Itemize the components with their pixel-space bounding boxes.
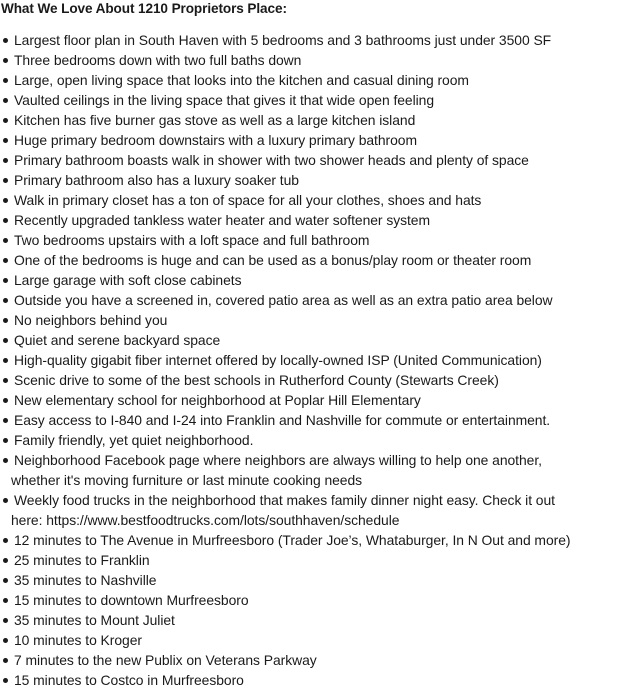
bullet-icon (3, 138, 8, 143)
feature-list (0, 30, 619, 690)
list-item: 15 minutes to Costco in Murfreesboro (0, 670, 619, 690)
list-item: Outside you have a screened in, covered patio area as well as an extra patio area below (0, 290, 619, 310)
list-item: 15 minutes to downtown Murfreesboro (0, 590, 619, 610)
list-item: 25 minutes to Franklin (0, 550, 619, 570)
list-item: Easy access to I-840 and I-24 into Franklin and Nashville for commute or entertainment. (0, 410, 619, 430)
bullet-icon (3, 598, 8, 603)
bullet-icon (3, 398, 8, 403)
document-title: What We Love About 1210 Proprietors Place: (1, 1, 287, 16)
list-item: 35 minutes to Mount Juliet (0, 610, 619, 630)
bullet-icon (3, 258, 8, 263)
list-item: One of the bedrooms is huge and can be used as a bonus/play room or theater room (0, 250, 619, 270)
list-item: 7 minutes to the new Publix on Veterans Parkway (0, 650, 619, 670)
bullet-icon (3, 158, 8, 163)
bullet-icon (3, 458, 8, 463)
list-item: Quiet and serene backyard space (0, 330, 619, 350)
bullet-icon (3, 498, 8, 503)
bullet-icon (3, 278, 8, 283)
list-item: Neighborhood Facebook page where neighbors are always willing to help one another, whether it's moving furniture or last minute cooking needs (0, 450, 619, 490)
list-item: Largest floor plan in South Haven with 5 bedrooms and 3 bathrooms just under 3500 SF (0, 30, 619, 50)
bullet-icon (3, 658, 8, 663)
list-item: High-quality gigabit fiber internet offered by locally-owned ISP (United Communication) (0, 350, 619, 370)
bullet-icon (3, 358, 8, 363)
list-item: Primary bathroom boasts walk in shower with two shower heads and plenty of space (0, 150, 619, 170)
list-item: Kitchen has five burner gas stove as well as a large kitchen island (0, 110, 619, 130)
list-item: Primary bathroom also has a luxury soaker tub (0, 170, 619, 190)
list-item: Large garage with soft close cabinets (0, 270, 619, 290)
bullet-icon (3, 238, 8, 243)
list-item: 12 minutes to The Avenue in Murfreesboro (Trader Joe’s, Whataburger, In N Out and more) (0, 530, 619, 550)
bullet-icon (3, 198, 8, 203)
bullet-icon (3, 538, 8, 543)
bullet-icon (3, 178, 8, 183)
bullet-icon (3, 38, 8, 43)
list-item: Vaulted ceilings in the living space that gives it that wide open feeling (0, 90, 619, 110)
list-item: New elementary school for neighborhood at Poplar Hill Elementary (0, 390, 619, 410)
bullet-icon (3, 618, 8, 623)
list-item: Weekly food trucks in the neighborhood that makes family dinner night easy. Check it out here: https://www.bestfoodtrucks.com/lots/southhaven/schedule (0, 490, 619, 530)
list-item: Huge primary bedroom downstairs with a luxury primary bathroom (0, 130, 619, 150)
bullet-icon (3, 418, 8, 423)
list-item: Walk in primary closet has a ton of space for all your clothes, shoes and hats (0, 190, 619, 210)
bullet-icon (3, 338, 8, 343)
bullet-icon (3, 298, 8, 303)
list-item: No neighbors behind you (0, 310, 619, 330)
bullet-icon (3, 58, 8, 63)
bullet-icon (3, 558, 8, 563)
bullet-icon (3, 118, 8, 123)
list-item: Family friendly, yet quiet neighborhood. (0, 430, 619, 450)
list-item: Large, open living space that looks into the kitchen and casual dining room (0, 70, 619, 90)
list-item: 10 minutes to Kroger (0, 630, 619, 650)
list-item: Two bedrooms upstairs with a loft space and full bathroom (0, 230, 619, 250)
bullet-icon (3, 78, 8, 83)
bullet-icon (3, 98, 8, 103)
list-item: Scenic drive to some of the best schools in Rutherford County (Stewarts Creek) (0, 370, 619, 390)
bullet-icon (3, 218, 8, 223)
list-item: Three bedrooms down with two full baths down (0, 50, 619, 70)
list-item: 35 minutes to Nashville (0, 570, 619, 590)
bullet-icon (3, 438, 8, 443)
bullet-icon (3, 578, 8, 583)
bullet-icon (3, 378, 8, 383)
bullet-icon (3, 678, 8, 683)
list-item: Recently upgraded tankless water heater and water softener system (0, 210, 619, 230)
bullet-icon (3, 318, 8, 323)
bullet-icon (3, 638, 8, 643)
